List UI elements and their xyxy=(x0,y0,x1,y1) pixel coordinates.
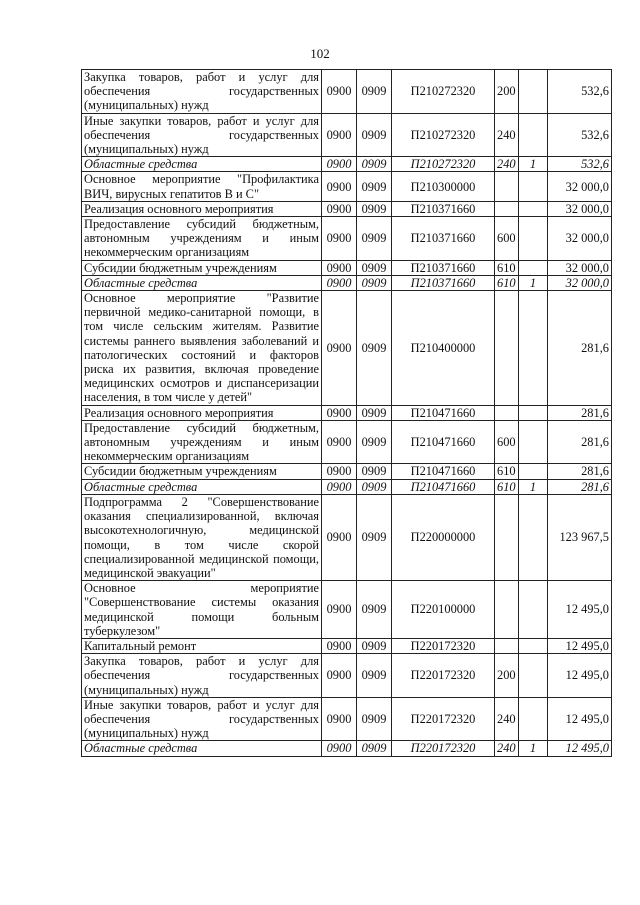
target-article-code: П210400000 xyxy=(392,291,495,406)
row-name: Областные средства xyxy=(82,479,322,494)
table-row xyxy=(82,479,612,494)
section-code: 0900 xyxy=(322,405,357,420)
amount: 12 495,0 xyxy=(548,697,612,741)
subsection-code: 0909 xyxy=(357,275,392,290)
amount: 32 000,0 xyxy=(548,217,612,261)
funding-source-code: 1 xyxy=(519,157,548,172)
funding-source-code xyxy=(519,405,548,420)
table-row xyxy=(82,275,612,290)
expense-type-code: 200 xyxy=(495,654,519,698)
section-code: 0900 xyxy=(322,479,357,494)
funding-source-code: 1 xyxy=(519,741,548,756)
section-code: 0900 xyxy=(322,420,357,464)
amount: 281,6 xyxy=(548,405,612,420)
expense-type-code xyxy=(495,172,519,201)
expense-type-code xyxy=(495,291,519,406)
table-row xyxy=(82,217,612,261)
funding-source-code xyxy=(519,201,548,216)
row-name: Областные средства xyxy=(82,157,322,172)
row-name: Основное мероприятие "Совершенствование системы оказания медицинской помощи больным туберкулезом" xyxy=(82,581,322,639)
table-row xyxy=(82,157,612,172)
subsection-code: 0909 xyxy=(357,405,392,420)
target-article-code: П210471660 xyxy=(392,420,495,464)
funding-source-code xyxy=(519,464,548,479)
expense-type-code: 240 xyxy=(495,697,519,741)
funding-source-code xyxy=(519,70,548,114)
target-article-code: П210272320 xyxy=(392,157,495,172)
amount: 532,6 xyxy=(548,157,612,172)
table-row xyxy=(82,201,612,216)
target-article-code: П210371660 xyxy=(392,201,495,216)
funding-source-code xyxy=(519,291,548,406)
row-name: Реализация основного мероприятия xyxy=(82,405,322,420)
expense-type-code xyxy=(495,494,519,580)
expense-type-code xyxy=(495,581,519,639)
expense-type-code: 240 xyxy=(495,741,519,756)
subsection-code: 0909 xyxy=(357,113,392,157)
subsection-code: 0909 xyxy=(357,201,392,216)
amount: 32 000,0 xyxy=(548,172,612,201)
subsection-code: 0909 xyxy=(357,464,392,479)
section-code: 0900 xyxy=(322,172,357,201)
amount: 532,6 xyxy=(548,113,612,157)
row-name: Подпрограмма 2 "Совершенствование оказания специализированной, включая высокотехнологичную, медицинской помощи, в том числе скорой специализированной медицинской помощи, медицинской эвакуации" xyxy=(82,494,322,580)
subsection-code: 0909 xyxy=(357,291,392,406)
target-article-code: П220172320 xyxy=(392,697,495,741)
expense-type-code: 610 xyxy=(495,464,519,479)
target-article-code: П210471660 xyxy=(392,479,495,494)
funding-source-code xyxy=(519,654,548,698)
subsection-code: 0909 xyxy=(357,217,392,261)
subsection-code: 0909 xyxy=(357,638,392,653)
row-name: Предоставление субсидий бюджетным, автономным учреждениям и иным некоммерческим организациям xyxy=(82,420,322,464)
section-code: 0900 xyxy=(322,70,357,114)
funding-source-code xyxy=(519,217,548,261)
table-row xyxy=(82,741,612,756)
expense-type-code: 610 xyxy=(495,260,519,275)
row-name: Капитальный ремонт xyxy=(82,638,322,653)
amount: 281,6 xyxy=(548,291,612,406)
row-name: Закупка товаров, работ и услуг для обеспечения государственных (муниципальных) нужд xyxy=(82,654,322,698)
expense-type-code: 600 xyxy=(495,217,519,261)
target-article-code: П210300000 xyxy=(392,172,495,201)
row-name: Областные средства xyxy=(82,275,322,290)
target-article-code: П210471660 xyxy=(392,464,495,479)
expense-type-code: 200 xyxy=(495,70,519,114)
funding-source-code xyxy=(519,638,548,653)
row-name: Основное мероприятие "Профилактика ВИЧ, вирусных гепатитов В и С" xyxy=(82,172,322,201)
target-article-code: П220172320 xyxy=(392,741,495,756)
target-article-code: П220172320 xyxy=(392,638,495,653)
table-row xyxy=(82,697,612,741)
amount: 12 495,0 xyxy=(548,638,612,653)
section-code: 0900 xyxy=(322,291,357,406)
table-row xyxy=(82,638,612,653)
amount: 32 000,0 xyxy=(548,201,612,216)
amount: 532,6 xyxy=(548,70,612,114)
amount: 281,6 xyxy=(548,479,612,494)
section-code: 0900 xyxy=(322,654,357,698)
table-row xyxy=(82,113,612,157)
expense-type-code: 240 xyxy=(495,113,519,157)
row-name: Реализация основного мероприятия xyxy=(82,201,322,216)
table-row xyxy=(82,405,612,420)
table-row xyxy=(82,464,612,479)
amount: 123 967,5 xyxy=(548,494,612,580)
expense-type-code: 610 xyxy=(495,479,519,494)
budget-table-body xyxy=(82,70,612,757)
subsection-code: 0909 xyxy=(357,479,392,494)
subsection-code: 0909 xyxy=(357,70,392,114)
table-row xyxy=(82,172,612,201)
table-row xyxy=(82,494,612,580)
target-article-code: П220100000 xyxy=(392,581,495,639)
subsection-code: 0909 xyxy=(357,581,392,639)
budget-table xyxy=(81,69,612,757)
section-code: 0900 xyxy=(322,464,357,479)
funding-source-code xyxy=(519,260,548,275)
subsection-code: 0909 xyxy=(357,654,392,698)
expense-type-code xyxy=(495,201,519,216)
amount: 32 000,0 xyxy=(548,275,612,290)
amount: 12 495,0 xyxy=(548,741,612,756)
row-name: Основное мероприятие "Развитие первичной медико-санитарной помощи, в том числе сельским жителям. Развитие системы раннего выявления заболеваний и патологических состояний и факторов риска их развития, включая проведение медицинских осмотров и диспансеризации населения, в том числе у детей" xyxy=(82,291,322,406)
row-name: Субсидии бюджетным учреждениям xyxy=(82,260,322,275)
table-row xyxy=(82,260,612,275)
subsection-code: 0909 xyxy=(357,172,392,201)
section-code: 0900 xyxy=(322,581,357,639)
expense-type-code: 610 xyxy=(495,275,519,290)
row-name: Областные средства xyxy=(82,741,322,756)
amount: 281,6 xyxy=(548,420,612,464)
section-code: 0900 xyxy=(322,260,357,275)
target-article-code: П210471660 xyxy=(392,405,495,420)
section-code: 0900 xyxy=(322,494,357,580)
table-row xyxy=(82,654,612,698)
subsection-code: 0909 xyxy=(357,157,392,172)
row-name: Субсидии бюджетным учреждениям xyxy=(82,464,322,479)
subsection-code: 0909 xyxy=(357,420,392,464)
target-article-code: П220172320 xyxy=(392,654,495,698)
row-name: Закупка товаров, работ и услуг для обеспечения государственных (муниципальных) нужд xyxy=(82,70,322,114)
subsection-code: 0909 xyxy=(357,494,392,580)
subsection-code: 0909 xyxy=(357,260,392,275)
section-code: 0900 xyxy=(322,275,357,290)
expense-type-code: 240 xyxy=(495,157,519,172)
row-name: Предоставление субсидий бюджетным, автономным учреждениям и иным некоммерческим организациям xyxy=(82,217,322,261)
section-code: 0900 xyxy=(322,113,357,157)
section-code: 0900 xyxy=(322,741,357,756)
target-article-code: П210272320 xyxy=(392,113,495,157)
row-name: Иные закупки товаров, работ и услуг для обеспечения государственных (муниципальных) нужд xyxy=(82,113,322,157)
funding-source-code xyxy=(519,697,548,741)
funding-source-code xyxy=(519,113,548,157)
row-name: Иные закупки товаров, работ и услуг для обеспечения государственных (муниципальных) нужд xyxy=(82,697,322,741)
page-number: 102 xyxy=(310,46,330,61)
amount: 281,6 xyxy=(548,464,612,479)
funding-source-code: 1 xyxy=(519,479,548,494)
funding-source-code xyxy=(519,172,548,201)
amount: 32 000,0 xyxy=(548,260,612,275)
funding-source-code xyxy=(519,420,548,464)
section-code: 0900 xyxy=(322,217,357,261)
table-row xyxy=(82,420,612,464)
table-row xyxy=(82,581,612,639)
table-row xyxy=(82,70,612,114)
target-article-code: П220000000 xyxy=(392,494,495,580)
section-code: 0900 xyxy=(322,638,357,653)
target-article-code: П210272320 xyxy=(392,70,495,114)
target-article-code: П210371660 xyxy=(392,217,495,261)
subsection-code: 0909 xyxy=(357,741,392,756)
expense-type-code xyxy=(495,405,519,420)
table-row xyxy=(82,291,612,406)
subsection-code: 0909 xyxy=(357,697,392,741)
funding-source-code: 1 xyxy=(519,275,548,290)
funding-source-code xyxy=(519,494,548,580)
expense-type-code: 600 xyxy=(495,420,519,464)
section-code: 0900 xyxy=(322,697,357,741)
target-article-code: П210371660 xyxy=(392,260,495,275)
target-article-code: П210371660 xyxy=(392,275,495,290)
amount: 12 495,0 xyxy=(548,581,612,639)
amount: 12 495,0 xyxy=(548,654,612,698)
section-code: 0900 xyxy=(322,201,357,216)
section-code: 0900 xyxy=(322,157,357,172)
expense-type-code xyxy=(495,638,519,653)
funding-source-code xyxy=(519,581,548,639)
